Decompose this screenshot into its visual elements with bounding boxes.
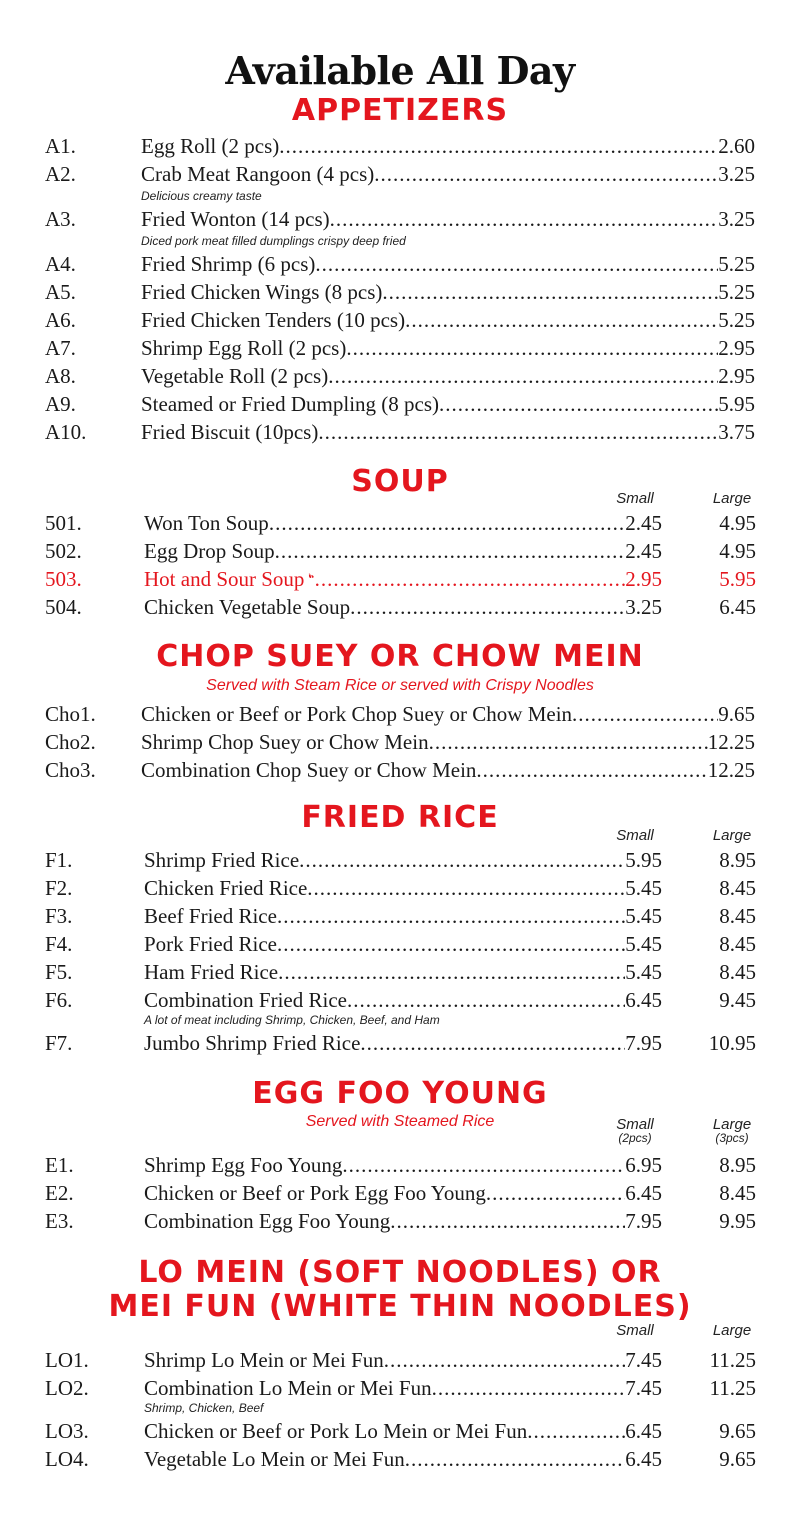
- dot-leader: [330, 205, 719, 233]
- item-price-small: 7.95: [625, 1031, 662, 1055]
- menu-item-row: [0, 593, 800, 621]
- item-name: Egg Roll (2 pcs): [141, 134, 280, 158]
- item-code: A5.: [45, 280, 76, 304]
- item-price-large: 4.95: [719, 511, 756, 535]
- dot-leader: [277, 902, 625, 930]
- item-name: Steamed or Fried Dumpling (8 pcs): [141, 392, 440, 416]
- item-line: [144, 930, 662, 958]
- item-price-large: 5.95: [719, 567, 756, 591]
- item-description: Shrimp, Chicken, Beef: [144, 1401, 264, 1415]
- dot-leader: [342, 1151, 625, 1179]
- item-code: F3.: [45, 904, 73, 928]
- item-price-small: 5.95: [625, 848, 662, 872]
- item-price-small: 6.45: [625, 988, 662, 1012]
- menu-item-row: [0, 1179, 800, 1207]
- lo-mein-heading-line2: MEI FUN (WHITE THIN NOODLES): [108, 1289, 692, 1324]
- item-line: [141, 700, 755, 728]
- item-code: A8.: [45, 364, 76, 388]
- menu-item-row: [0, 334, 800, 362]
- item-price-small: 7.45: [625, 1348, 662, 1372]
- item-code: 504.: [45, 595, 82, 619]
- dot-leader: [346, 334, 718, 362]
- dot-leader: [350, 593, 625, 621]
- item-price-large: 11.25: [709, 1376, 756, 1400]
- item-price: 3.75: [718, 420, 755, 444]
- item-code: LO2.: [45, 1376, 89, 1400]
- item-line: [141, 160, 755, 188]
- item-code: A2.: [45, 162, 76, 186]
- dot-leader: [374, 160, 718, 188]
- item-line: [141, 250, 755, 278]
- item-name: Combination Lo Mein or Mei Fun: [144, 1376, 432, 1400]
- dot-leader: [315, 250, 718, 278]
- dot-leader: [318, 418, 718, 446]
- item-price: 12.25: [707, 758, 755, 782]
- item-name: Vegetable Roll (2 pcs): [141, 364, 329, 388]
- item-price: 12.25: [707, 730, 755, 754]
- item-code: A7.: [45, 336, 76, 360]
- item-line: [141, 362, 755, 390]
- item-name: Fried Chicken Wings (8 pcs): [141, 280, 383, 304]
- item-line: [144, 874, 662, 902]
- item-price-large: 10.95: [708, 1031, 756, 1055]
- item-line: [144, 1179, 662, 1207]
- item-price: 2.95: [718, 336, 755, 360]
- item-price-large: 8.45: [719, 876, 756, 900]
- dot-leader: [278, 958, 625, 986]
- item-line: [144, 1029, 662, 1057]
- item-price: 2.95: [718, 364, 755, 388]
- egg-foo-young-large-header: [697, 1117, 767, 1144]
- item-name: Ham Fried Rice: [144, 960, 279, 984]
- large-sub-label: (3pcs): [715, 1131, 749, 1145]
- item-name: Fried Biscuit (10pcs): [141, 420, 319, 444]
- item-line: [141, 278, 755, 306]
- item-price-large: 9.45: [719, 988, 756, 1012]
- item-line: [144, 958, 662, 986]
- item-code: A3.: [45, 207, 76, 231]
- item-price-large: 8.95: [719, 848, 756, 872]
- dot-leader: [275, 537, 626, 565]
- item-code: F5.: [45, 960, 73, 984]
- item-name: Chicken Fried Rice: [144, 876, 308, 900]
- dot-leader: [307, 874, 625, 902]
- item-name: Chicken or Beef or Pork Lo Mein or Mei Fun: [144, 1419, 528, 1443]
- lo-mein-heading-line1: LO MEIN (SOFT NOODLES) OR: [138, 1255, 662, 1290]
- item-name: Vegetable Lo Mein or Mei Fun: [144, 1447, 405, 1471]
- item-code: E2.: [45, 1181, 74, 1205]
- item-price: 3.25: [718, 162, 755, 186]
- item-price-large: 9.65: [719, 1419, 756, 1443]
- item-code: 501.: [45, 511, 82, 535]
- menu-item-row: [0, 362, 800, 390]
- item-code: F1.: [45, 848, 73, 872]
- menu-item-row: [0, 930, 800, 958]
- dot-leader: [269, 509, 625, 537]
- menu-item-row: [0, 1029, 800, 1057]
- page-title: Available All Day: [225, 48, 575, 93]
- small-label: Small: [616, 1116, 654, 1133]
- dot-leader: [476, 756, 707, 784]
- item-name: Fried Shrimp (6 pcs): [141, 252, 316, 276]
- menu-item-row: [0, 1445, 800, 1473]
- item-line: [144, 846, 662, 874]
- item-price-small: 7.45: [625, 1376, 662, 1400]
- item-name: Combination Fried Rice: [144, 988, 347, 1012]
- item-code: F7.: [45, 1031, 73, 1055]
- large-label: Large: [712, 1116, 752, 1133]
- fried-rice-large-header: Large: [712, 827, 752, 844]
- item-price-small: 5.45: [625, 876, 662, 900]
- item-price: 5.25: [718, 252, 755, 276]
- menu-item-row: [0, 874, 800, 902]
- chop-suey-heading: CHOP SUEY OR CHOW MEIN: [156, 639, 644, 674]
- item-line: [144, 565, 662, 593]
- dot-leader: [432, 1374, 626, 1402]
- soup-small-header: Small: [616, 490, 654, 507]
- item-code: Cho1.: [45, 702, 96, 726]
- menu-item-row: [0, 509, 800, 537]
- item-code: A6.: [45, 308, 76, 332]
- lo-mein-small-header: Small: [616, 1322, 654, 1339]
- item-price-small: 6.95: [625, 1153, 662, 1177]
- menu-item-row: [0, 390, 800, 418]
- item-name: Fried Wonton (14 pcs): [141, 207, 330, 231]
- item-name: Jumbo Shrimp Fried Rice: [144, 1031, 361, 1055]
- menu-item-row: [0, 250, 800, 278]
- item-code: F6.: [45, 988, 73, 1012]
- dot-leader: [429, 728, 708, 756]
- dot-leader: [384, 1346, 626, 1374]
- menu-item-row: [0, 306, 800, 334]
- item-description: Delicious creamy taste: [141, 189, 262, 203]
- item-name: Combination Chop Suey or Chow Mein: [141, 758, 477, 782]
- item-price-large: 4.95: [719, 539, 756, 563]
- dot-leader: [279, 132, 718, 160]
- item-line: [141, 728, 755, 756]
- soup-heading: SOUP: [351, 464, 449, 499]
- item-price-small: 5.45: [625, 904, 662, 928]
- dot-leader: [277, 930, 625, 958]
- item-code: A9.: [45, 392, 76, 416]
- item-price-small: 2.45: [625, 511, 662, 535]
- dot-leader: [299, 846, 625, 874]
- item-code: A10.: [45, 420, 87, 444]
- menu-item-row: [0, 1346, 800, 1374]
- item-price-small: 3.25: [625, 595, 662, 619]
- dot-leader: [347, 986, 625, 1014]
- item-line: [144, 1207, 662, 1235]
- item-price: 9.65: [718, 702, 755, 726]
- item-description: A lot of meat including Shrimp, Chicken, Beef, and Ham: [144, 1013, 440, 1027]
- item-price: 2.60: [718, 134, 755, 158]
- dot-leader: [405, 306, 718, 334]
- appetizers-heading: APPETIZERS: [291, 93, 509, 128]
- item-line: [144, 1417, 662, 1445]
- dot-leader: [527, 1417, 625, 1445]
- item-code: A1.: [45, 134, 76, 158]
- menu-item-row: [0, 1374, 800, 1402]
- item-name: Shrimp Egg Foo Young: [144, 1153, 343, 1177]
- item-line: [144, 902, 662, 930]
- item-price: 5.25: [718, 280, 755, 304]
- dot-leader: [486, 1179, 625, 1207]
- soup-large-header: Large: [712, 490, 752, 507]
- item-line: [144, 986, 662, 1014]
- item-line: [141, 205, 755, 233]
- menu-item-row: [0, 846, 800, 874]
- item-name: Chicken or Beef or Pork Chop Suey or Chow Mein: [141, 702, 573, 726]
- fried-rice-small-header: Small: [616, 827, 654, 844]
- item-line: [141, 334, 755, 362]
- menu-item-row: [0, 986, 800, 1014]
- item-line: [144, 593, 662, 621]
- item-code: F4.: [45, 932, 73, 956]
- menu-item-row: [0, 902, 800, 930]
- item-price-small: 6.45: [625, 1447, 662, 1471]
- item-code: LO1.: [45, 1348, 89, 1372]
- item-price: 3.25: [718, 207, 755, 231]
- menu-item-row: [0, 700, 800, 728]
- menu-item-row: [0, 1151, 800, 1179]
- item-line: [144, 1151, 662, 1179]
- item-price-small: 5.45: [625, 932, 662, 956]
- chop-suey-note: Served with Steam Rice or served with Crispy Noodles: [206, 677, 594, 694]
- item-price-large: 9.65: [719, 1447, 756, 1471]
- item-name: Crab Meat Rangoon (4 pcs): [141, 162, 375, 186]
- item-line: [144, 1445, 662, 1473]
- menu-item-row: [0, 958, 800, 986]
- dot-leader: [390, 1207, 625, 1235]
- menu-item-row: [0, 756, 800, 784]
- item-line: [141, 306, 755, 334]
- item-code: Cho2.: [45, 730, 96, 754]
- egg-foo-young-note: Served with Steamed Rice: [305, 1113, 495, 1130]
- menu-item-row: [0, 132, 800, 160]
- item-line: [141, 418, 755, 446]
- item-code: LO3.: [45, 1419, 89, 1443]
- item-name: Pork Fried Rice: [144, 932, 277, 956]
- egg-foo-young-heading: EGG FOO YOUNG: [252, 1076, 548, 1111]
- item-price-small: 6.45: [625, 1419, 662, 1443]
- item-line: [144, 509, 662, 537]
- item-price: 5.25: [718, 308, 755, 332]
- small-sub-label: (2pcs): [618, 1131, 652, 1145]
- item-code: E3.: [45, 1209, 74, 1233]
- egg-foo-young-small-header: [600, 1117, 670, 1144]
- menu-item-row: [0, 418, 800, 446]
- item-price-large: 9.95: [719, 1209, 756, 1233]
- item-price: 5.95: [718, 392, 755, 416]
- item-price-small: 5.45: [625, 960, 662, 984]
- item-price-small: 2.45: [625, 539, 662, 563]
- item-name: Chicken Vegetable Soup: [144, 595, 351, 619]
- item-code: LO4.: [45, 1447, 89, 1471]
- item-name: Fried Chicken Tenders (10 pcs): [141, 308, 406, 332]
- item-price-large: 8.45: [719, 1181, 756, 1205]
- item-code: 502.: [45, 539, 82, 563]
- item-name: Shrimp Chop Suey or Chow Mein: [141, 730, 429, 754]
- item-code: 503.: [45, 567, 82, 591]
- item-code: E1.: [45, 1153, 74, 1177]
- item-price-large: 8.45: [719, 932, 756, 956]
- item-name: Combination Egg Foo Young: [144, 1209, 391, 1233]
- item-name: Hot and Sour Soup: [144, 567, 305, 591]
- item-price-large: 8.95: [719, 1153, 756, 1177]
- item-line: [141, 132, 755, 160]
- dot-leader: [315, 565, 626, 593]
- item-description: Diced pork meat filled dumplings crispy deep fried: [141, 234, 406, 248]
- item-price-small: 6.45: [625, 1181, 662, 1205]
- item-name: Egg Drop Soup: [144, 539, 275, 563]
- dot-leader: [405, 1445, 626, 1473]
- dot-leader: [439, 390, 718, 418]
- item-name: Won Ton Soup: [144, 511, 269, 535]
- item-line: [144, 537, 662, 565]
- item-code: F2.: [45, 876, 73, 900]
- item-price-large: 8.45: [719, 904, 756, 928]
- item-name: Shrimp Fried Rice: [144, 848, 300, 872]
- menu-item-row: [0, 205, 800, 233]
- lo-mein-large-header: Large: [712, 1322, 752, 1339]
- menu-item-row: [0, 1207, 800, 1235]
- item-price-large: 11.25: [709, 1348, 756, 1372]
- menu-item-row: [0, 278, 800, 306]
- dot-leader: [572, 700, 718, 728]
- item-code: A4.: [45, 252, 76, 276]
- dot-leader: [382, 278, 718, 306]
- item-line: [144, 1374, 662, 1402]
- item-name: Shrimp Lo Mein or Mei Fun: [144, 1348, 384, 1372]
- item-name: Beef Fried Rice: [144, 904, 277, 928]
- item-price-large: 8.45: [719, 960, 756, 984]
- item-line: [141, 390, 755, 418]
- item-price-large: 6.45: [719, 595, 756, 619]
- item-line: [144, 1346, 662, 1374]
- item-name: Chicken or Beef or Pork Egg Foo Young: [144, 1181, 486, 1205]
- dot-leader: [360, 1029, 625, 1057]
- item-code: Cho3.: [45, 758, 96, 782]
- item-line: [141, 756, 755, 784]
- fried-rice-heading: FRIED RICE: [301, 800, 499, 835]
- menu-item-row: [0, 565, 800, 593]
- menu-item-row: [0, 537, 800, 565]
- menu-item-row: [0, 728, 800, 756]
- item-price-small: 7.95: [625, 1209, 662, 1233]
- menu-item-row: [0, 1417, 800, 1445]
- dot-leader: [328, 362, 718, 390]
- menu-item-row: [0, 160, 800, 188]
- item-price-small: 2.95: [625, 567, 662, 591]
- item-name: Shrimp Egg Roll (2 pcs): [141, 336, 347, 360]
